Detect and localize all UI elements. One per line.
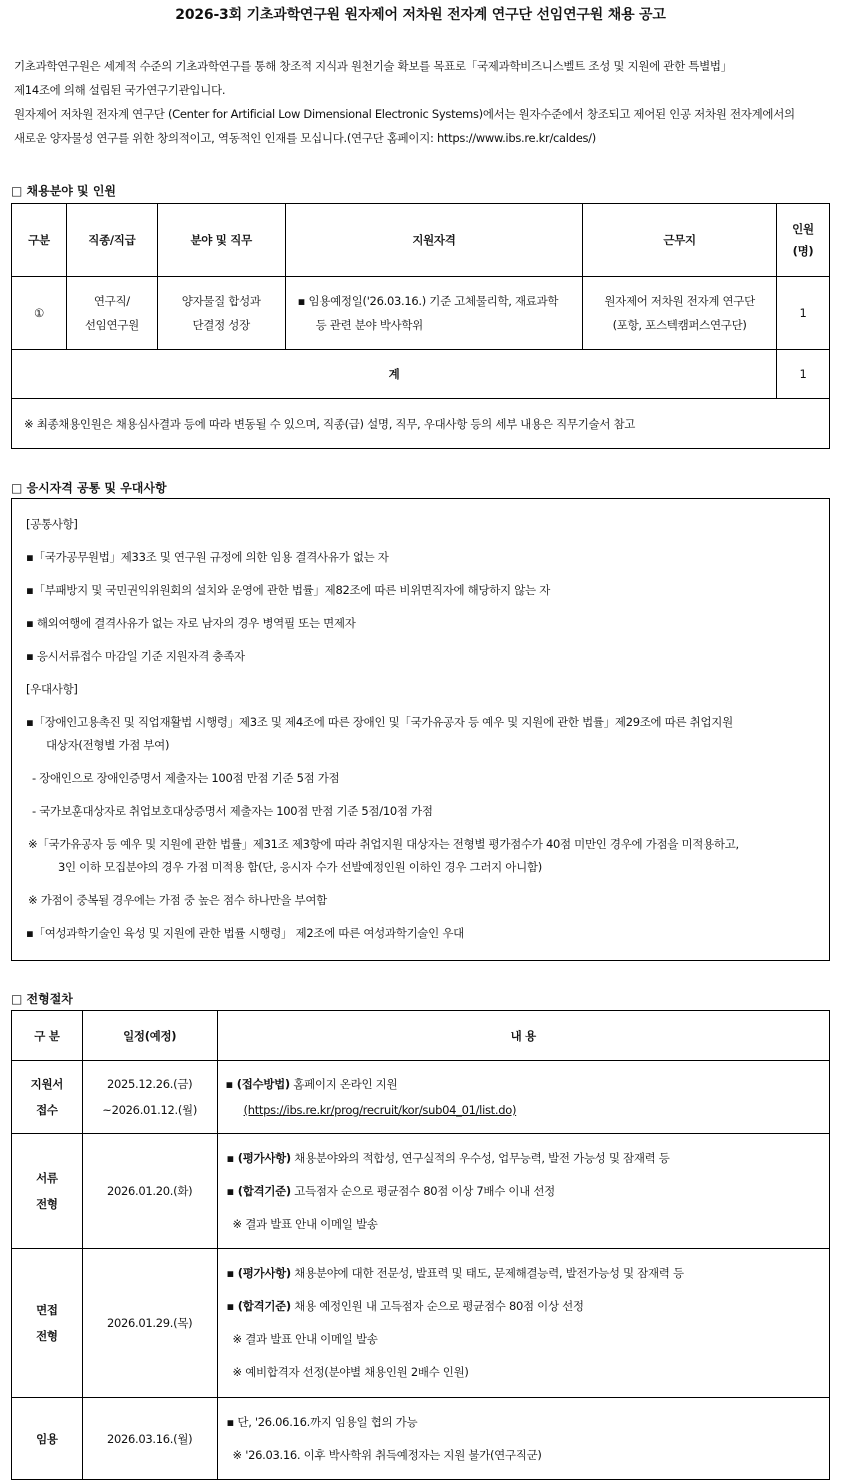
positions-total-row xyxy=(12,350,830,399)
procedure-table xyxy=(11,1010,830,1480)
positions-note-row xyxy=(12,399,830,449)
position-qualification: ▪ 임용예정일('26.03.16.) 기준 고체물리학, 재료과학 등 관련 분야 박사학위 xyxy=(285,277,583,350)
section-heading-qualifications: □ 응시자격 공통 및 우대사항 xyxy=(11,481,167,495)
common-item: ▪「부패방지 및 국민권익위원회의 설치와 운영에 관한 법률」제82조에 따른 비위면직자에 해당하지 않는 자 xyxy=(26,583,551,597)
preference-item: ▪「여성과학기술인 육성 및 지원에 관한 법률 시행령」 제2조에 따른 여성과학기술인 우대 xyxy=(26,926,464,940)
position-number: ① xyxy=(12,277,67,350)
header-workplace: 근무지 xyxy=(583,204,777,277)
positions-table xyxy=(11,203,830,449)
stage-interview: 면접 전형 xyxy=(12,1249,83,1398)
preference-note-cont: 3인 이하 모집분야의 경우 가점 미적용 함(단, 응시자 수가 선발예정인원 이하인 경우 그러지 아니함) xyxy=(58,860,542,874)
stage-document: 서류 전형 xyxy=(12,1134,83,1249)
preference-subitem: - 국가보훈대상자로 취업보호대상증명서 제출자는 100점 만점 기준 5점/10점 가점 xyxy=(32,804,433,818)
date-interview: 2026.01.29.(목) xyxy=(82,1249,217,1398)
header-content: 내 용 xyxy=(217,1011,829,1061)
position-count: 1 xyxy=(776,277,829,350)
date-appointment: 2026.03.16.(월) xyxy=(82,1398,217,1480)
total-label: 계 xyxy=(12,350,777,399)
stage-appointment: 임용 xyxy=(12,1398,83,1480)
intro-paragraph-1-cont: 제14조에 의해 설립된 국가연구기관입니다. xyxy=(14,83,226,97)
application-link[interactable]: (https://ibs.re.kr/prog/recruit/kor/sub04_01/list.do) xyxy=(243,1103,517,1117)
content-document: ▪ (평가사항) 채용분야와의 적합성, 연구실적의 우수성, 업무능력, 발전 가능성 및 잠재력 등 ▪ (합격기준) 고득점자 순으로 평균점수 80점 이상 7배수 이내 선정 ※ 결과 발표 안내 이메일 발송 xyxy=(217,1134,829,1249)
position-job-type: 연구직/ 선임연구원 xyxy=(66,277,157,350)
page-title: 2026-3회 기초과학연구원 원자제어 저차원 전자계 연구단 선임연구원 채용 공고 xyxy=(175,7,666,23)
content-application: ▪ (접수방법) 홈페이지 온라인 지원 (https://ibs.re.kr/prog/recruit/kor/sub04_01/list.do) xyxy=(217,1061,829,1134)
section-heading-procedure: □ 전형절차 xyxy=(11,992,73,1006)
positions-header-row xyxy=(12,204,830,277)
procedure-row-appointment xyxy=(12,1398,830,1480)
preference-heading: [우대사항] xyxy=(26,682,78,696)
header-category: 구분 xyxy=(12,204,67,277)
positions-note: ※ 최종채용인원은 채용심사결과 등에 따라 변동될 수 있으며, 직종(급) 설명, 직무, 우대사항 등의 세부 내용은 직무기술서 참고 xyxy=(12,399,830,449)
header-job-type: 직종/직급 xyxy=(66,204,157,277)
section-heading-positions: □ 채용분야 및 인원 xyxy=(11,184,117,198)
procedure-header-row xyxy=(12,1011,830,1061)
stage-application: 지원서 접수 xyxy=(12,1061,83,1134)
procedure-row-application xyxy=(12,1061,830,1134)
position-field: 양자물질 합성과 단결정 성장 xyxy=(157,277,285,350)
header-headcount: 인원 (명) xyxy=(776,204,829,277)
common-heading: [공통사항] xyxy=(26,517,78,531)
qualifications-box xyxy=(11,498,830,961)
preference-item-cont: 대상자(전형별 가점 부여) xyxy=(46,738,170,752)
common-item: ▪ 응시서류접수 마감일 기준 지원자격 충족자 xyxy=(26,649,245,663)
header-stage: 구 분 xyxy=(12,1011,83,1061)
header-schedule: 일정(예정) xyxy=(82,1011,217,1061)
procedure-row-document xyxy=(12,1134,830,1249)
common-item: ▪「국가공무원법」제33조 및 연구원 규정에 의한 임용 결격사유가 없는 자 xyxy=(26,550,389,564)
content-interview: ▪ (평가사항) 채용분야에 대한 전문성, 발표력 및 태도, 문제해결능력, 발전가능성 및 잠재력 등 ▪ (합격기준) 채용 예정인원 내 고득점자 순으로 평균점수 80점 이상 선정 ※ 결과 발표 안내 이메일 발송 ※ 예비합격자 선정(분야별 채용인원 2배수 인원) xyxy=(217,1249,829,1398)
date-document: 2026.01.20.(화) xyxy=(82,1134,217,1249)
intro-paragraph-2-cont: 새로운 양자물성 연구를 위한 창의적이고, 역동적인 인재를 모십니다.(연구단 홈페이지: https://www.ibs.re.kr/caldes/) xyxy=(14,131,596,145)
header-field: 분야 및 직무 xyxy=(157,204,285,277)
positions-row xyxy=(12,277,830,350)
header-qualification: 지원자격 xyxy=(285,204,583,277)
preference-item: ▪「장애인고용촉진 및 직업재활법 시행령」제3조 및 제4조에 따른 장애인 및「국가유공자 등 예우 및 지원에 관한 법률」제29조에 따른 취업지원 xyxy=(26,715,733,729)
position-workplace: 원자제어 저차원 전자계 연구단 (포항, 포스텍캠퍼스연구단) xyxy=(583,277,777,350)
date-application: 2025.12.26.(금) ~2026.01.12.(월) xyxy=(82,1061,217,1134)
intro-paragraph-2: 원자제어 저차원 전자계 연구단 (Center for Artificial Low Dimensional Electronic Systems)에서는 원자수준에서 창조되고 제어된 인공 저차원 전자계에서의 xyxy=(14,107,795,121)
intro-text xyxy=(14,54,829,150)
intro-paragraph-1: 기초과학연구원은 세계적 수준의 기초과학연구를 통해 창조적 지식과 원천기술 확보를 목표로「국제과학비즈니스벨트 조성 및 지원에 관한 특별법」 xyxy=(14,59,732,73)
preference-note: ※「국가유공자 등 예우 및 지원에 관한 법률」제31조 제3항에 따라 취업지원 대상자는 전형별 평가점수가 40점 미만인 경우에 가점을 미적용하고, xyxy=(28,837,739,851)
common-item: ▪ 해외여행에 결격사유가 없는 자로 남자의 경우 병역필 또는 면제자 xyxy=(26,616,356,630)
preference-note: ※ 가점이 중복될 경우에는 가점 중 높은 점수 하나만을 부여함 xyxy=(28,893,327,907)
procedure-row-interview xyxy=(12,1249,830,1398)
preference-subitem: - 장애인으로 장애인증명서 제출자는 100점 만점 기준 5점 가점 xyxy=(32,771,340,785)
content-appointment: ▪ 단, '26.06.16.까지 임용일 협의 가능 ※ '26.03.16. 이후 박사학위 취득예정자는 지원 불가(연구직군) xyxy=(217,1398,829,1480)
total-count: 1 xyxy=(776,350,829,399)
